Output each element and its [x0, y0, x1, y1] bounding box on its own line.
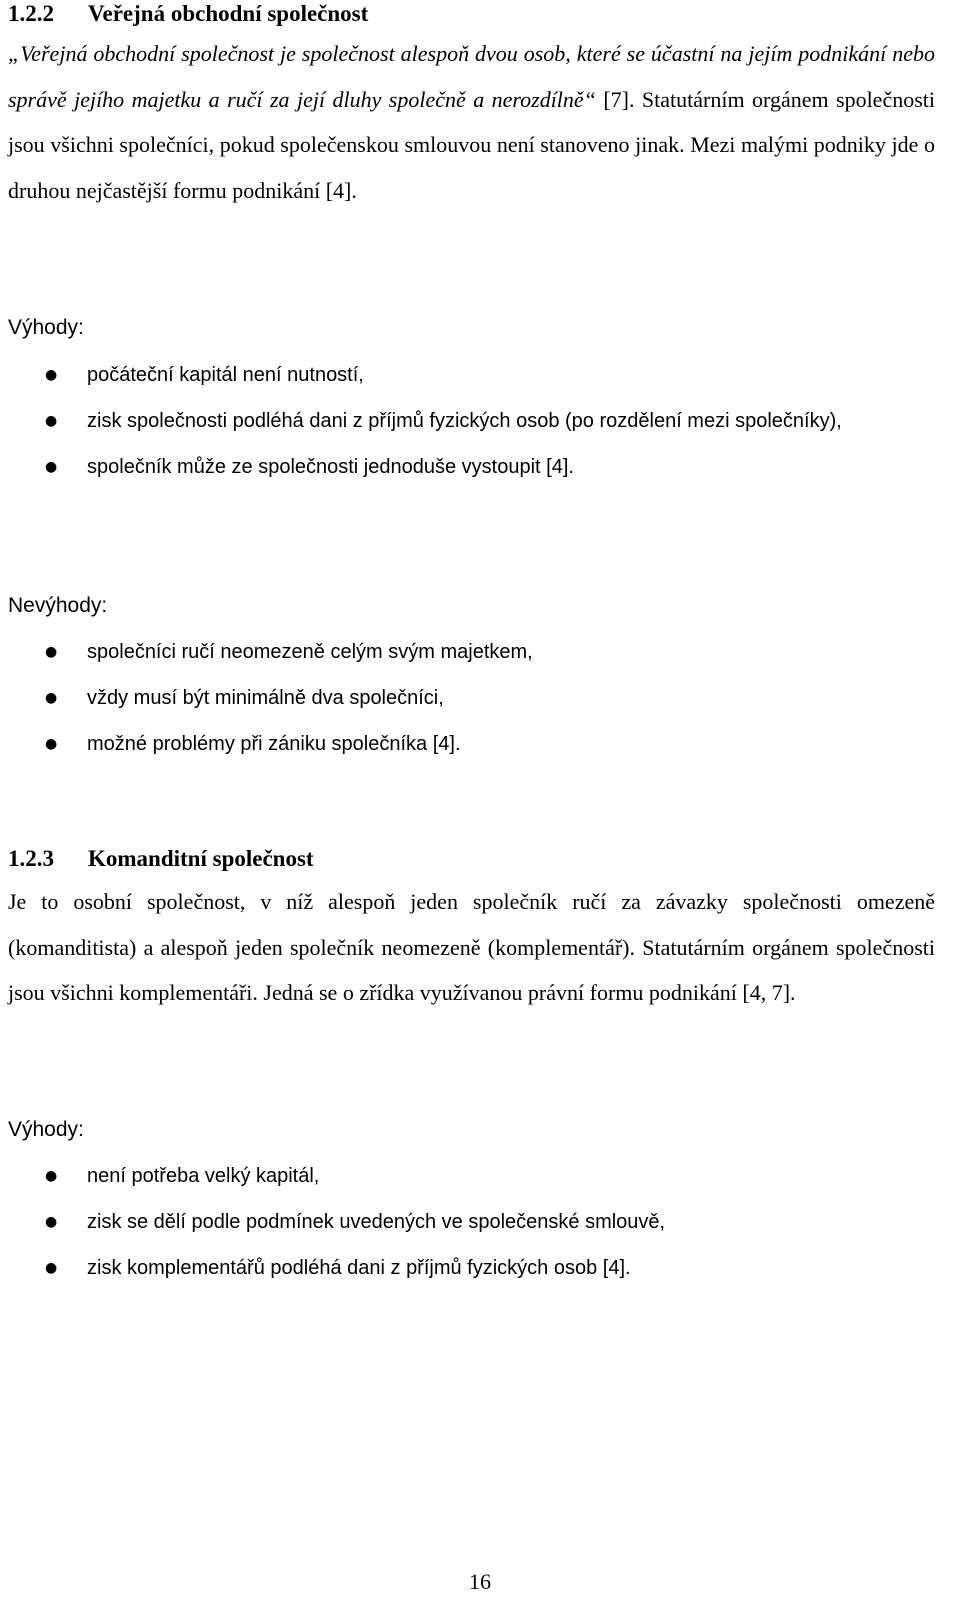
list-item: ● společníci ručí neomezeně celým svým majetkem,: [0, 629, 936, 675]
bullet-icon: ●: [45, 1260, 58, 1276]
section-heading-ks: [8, 845, 314, 873]
page-number: 16: [469, 1569, 491, 1594]
list-item: ● vždy musí být minimálně dva společníci,: [0, 675, 936, 721]
section-heading-vos: [8, 0, 368, 28]
section-title: Veřejná obchodní společnost: [88, 1, 369, 26]
bullet-icon: ●: [45, 413, 58, 429]
section-title: Komanditní společnost: [88, 846, 314, 871]
list-item: ● zisk komplementářů podléhá dani z příjmů fyzických osob [4].: [0, 1245, 936, 1291]
legal-definition-quote: „Veřejná obchodní společnost je společnost alespoň dvou osob, které se účastní na jejím podnikání nebo správě jejího majetku a ručí za její dluhy společně a nerozdílně“: [8, 41, 935, 112]
advantages-label-ks: Výhody:: [8, 1118, 84, 1141]
list-item: ● společník může ze společnosti jednoduše vystoupit [4].: [0, 444, 936, 490]
section-number: 1.2.2: [8, 1, 54, 26]
bullet-icon: ●: [45, 736, 58, 752]
paragraph-text: [7]. Statutárním orgánem společnosti jsou všichni společníci, pokud společenskou smlouvou není stanoveno jinak. Mezi malými podniky jde o druhou nejčastější formu podnikání [4].: [8, 86, 935, 203]
list-item: ● není potřeba velký kapitál,: [0, 1153, 936, 1199]
bullet-icon: ●: [45, 459, 58, 475]
advantages-list-vos: [0, 352, 936, 490]
disadvantages-list-vos: [0, 629, 936, 767]
list-item: ● možné problémy při zániku společníka [4].: [0, 721, 936, 767]
list-item: ● počáteční kapitál není nutností,: [0, 352, 936, 398]
section-paragraph-ks: [8, 879, 935, 1016]
bullet-icon: ●: [45, 367, 58, 383]
bullet-icon: ●: [45, 1214, 58, 1230]
bullet-icon: ●: [45, 1168, 58, 1184]
bullet-icon: ●: [45, 690, 58, 706]
advantages-list-ks: [0, 1153, 936, 1291]
paragraph-text: Je to osobní společnost, v níž alespoň jeden společník ručí za závazky společnosti omezeně (komanditista) a alespoň jeden společník neomezeně (komplementář). Statutárním orgánem společnosti jsou všichni komplementáři. Jedná se o zřídka využívanou právní formu podnikání [4, 7].: [8, 889, 935, 1005]
list-item: ● zisk se dělí podle podmínek uvedených ve společenské smlouvě,: [0, 1199, 936, 1245]
section-number: 1.2.3: [8, 846, 54, 871]
advantages-label-vos: Výhody:: [8, 316, 84, 339]
bullet-icon: ●: [45, 644, 58, 660]
disadvantages-label-vos: Nevýhody:: [8, 594, 108, 617]
list-item: ● zisk společnosti podléhá dani z příjmů fyzických osob (po rozdělení mezi společníky),: [0, 398, 936, 444]
section-paragraph-vos: [8, 31, 935, 213]
